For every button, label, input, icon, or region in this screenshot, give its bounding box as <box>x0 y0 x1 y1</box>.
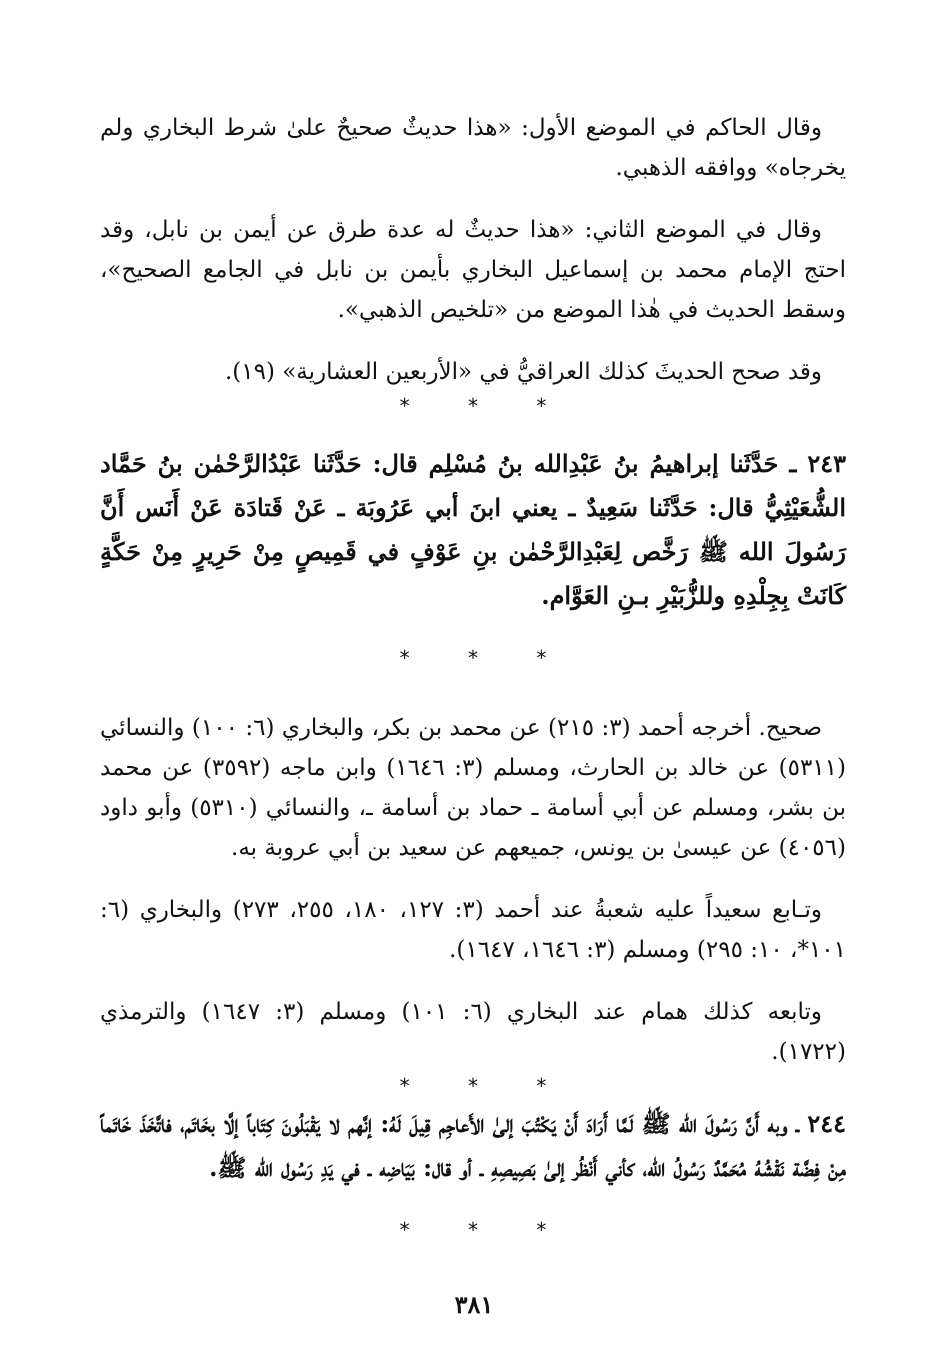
separator-stars-1: * * * <box>399 394 573 418</box>
hadith-243: ٢٤٣ ـ حَدَّثَنا إبراهيمُ بنُ عَبْدِالله بنُ مُسْلِم قال: حَدَّثَنا عَبْدُالرَّحْمٰن بنُ حَمَّاد الشُّعَيْثِيُّ قال: حَدَّثَنا سَعِيدٌ ـ يعني ابنَ أبي عَرُوبَة ـ عَنْ قَتادَة عَنْ أَنَس أَنَّ رَسُولَ الله ﷺ رَخَّص لِعَبْدِالرَّحْمٰن بنِ عَوْفٍ في قَمِيصٍ مِنْ حَرِيرٍ مِنْ حَكَّةٍ كَانَتْ بِجِلْدِهِ وللزُّبَيْرِ بـنِ العَوَّام. <box>100 449 846 610</box>
paragraph-hakim-first: وقال الحاكم في الموضع الأول: «هذا حديثٌ صحيحٌ علىٰ شرط البخاري ولم يخرجاه» ووافقه الذهبي. <box>100 115 846 181</box>
paragraph-iraqi: وقد صحح الحديثَ كذلك العراقيُّ في «الأربعين العشارية» (١٩). <box>224 359 822 385</box>
paragraph-takhrij-243: صحيح. أخرجه أحمد (٣: ٢١٥) عن محمد بن بكر، والبخاري (٦: ١٠٠) والنسائي (٥٣١١) عن خالد بن الحارث، ومسلم (٣: ١٦٤٦) وابن ماجه (٣٥٩٢) عن محمد بن بشر، ومسلم عن أبي أسامة ـ حماد بن أسامة ـ، والنسائي (٥٣١٠) وأبو داود (٤٠٥٦) عن عيسىٰ بن يونس، جميعهم عن سعيد بن أبي عروبة به. <box>100 715 847 861</box>
paragraph-hammam: وتابعه كذلك همام عند البخاري (٦: ١٠١) ومسلم (٣: ١٦٤٧) والترمذي (١٧٢٢). <box>100 999 846 1065</box>
separator-stars-2: * * * <box>399 646 573 670</box>
paragraph-shuba: وتـابع سعيداً عليه شعبةُ عند أحمد (٣: ١٢٧، ١٨٠، ٢٥٥، ٢٧٣) والبخاري (٦: ١٠١*، ١٠: ٢٩٥) ومسلم (٣: ١٦٤٦، ١٦٤٧). <box>100 897 846 963</box>
paragraph-hakim-second: وقال في الموضع الثاني: «هذا حديثٌ له عدة طرق عن أيمن بن نابل، وقد احتج الإمام محمد بن إسماعيل البخاري بأيمن بن نابل في الجامع الصحيح»، وسقط الحديث في هٰذا الموضع من «تلخيص الذهبي». <box>100 217 846 323</box>
page-number: ٣٨١ <box>454 1290 494 1319</box>
separator-stars-3: * * * <box>399 1074 573 1098</box>
hadith-244: ٢٤٤ ـ وبه أَنَّ رَسُولَ الله ﷺ لَمَّا أَرَادَ أَنْ يَكْتُبَ إلىٰ الأَعاجِم قِيلَ لَهُ: إنَّهم لا يَقْبَلُونَ كِتَاباً إلَّا بخَاتَم، فاتَّخَذَ خَاتَماً مِنْ فِضَّة نَقْشُهُ مُحَمَّدٌ رَسُولُ الله، كأني أَنْظُر إلىٰ بَصِيصِهِ ـ أو قال: بَيَاضِه ـ في يَدِ رَسُول الله ﷺ. <box>100 1109 846 1182</box>
separator-stars-4: * * * <box>399 1218 573 1242</box>
page-body <box>100 108 846 1280</box>
